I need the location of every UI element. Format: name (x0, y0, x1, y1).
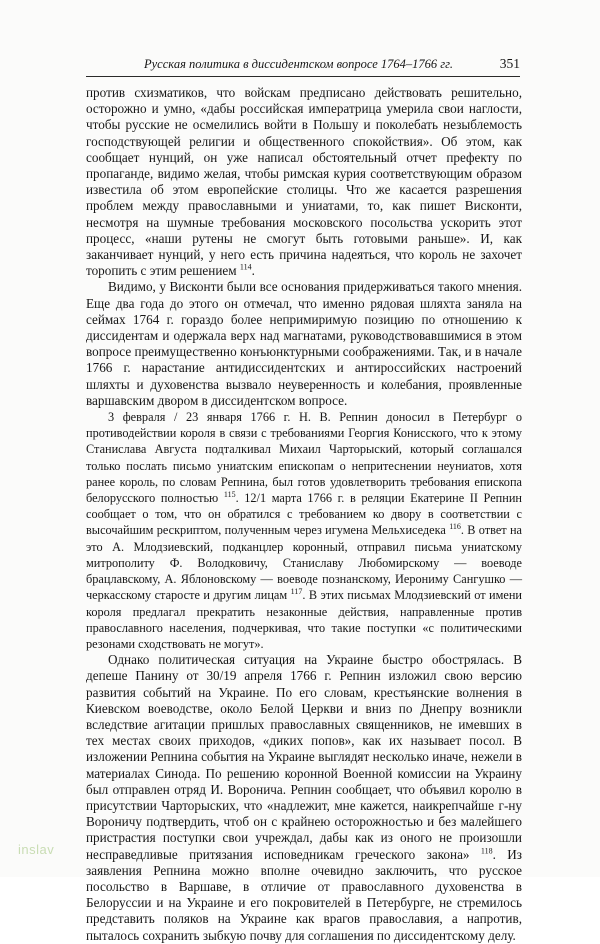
paragraph-text: 3 февраля / 23 января 1766 г. Н. В. Репнин доносил в Петербург о противодействии короля в связи с требованиями Георгия Конисского, что к этому Станислава Августа подталкивал Михаил Чарторыский, который соглашался только послать письмо униатским епископам о непритеснении неуниатов, хотя ранее король, по словам Репнина, был готов удовлетворить требования епископа белорусского полностью (86, 410, 522, 506)
running-title: Русская политика в диссидентском вопросе 1764–1766 гг. (144, 57, 454, 71)
body-text (86, 85, 522, 944)
page-number: 351 (499, 56, 520, 71)
paragraph-3 (86, 409, 522, 652)
footnote-ref[interactable]: 114 (239, 262, 252, 272)
paragraph-text: против схизматиков, что войскам предписано действовать решительно, осторожно и умно, «дабы российская императрица умерила свои наглости, чтобы русские не осмелились войти в Польшу и поколебать незыблемость господствующей религии и общественного спокойствия». Об этом, как сообщает нунций, он уже написал обстоятельный отчет префекту по пропаганде, видимо желая, чтобы римская курия соответствующим образом известила об этом европейские столицы. Что же касается разрешения проблем между православными и униатами, то, как пишет Висконти, несмотря на шумные требования московского посольства ускорить этот процесс, «наши рутены не смогут быть готовыми раньше». И, как заканчивает нунций, у него есть причина надеяться, что король не захочет торопить с этим решением (86, 85, 522, 279)
footnote-ref[interactable]: 117 (290, 587, 303, 597)
watermark: inslav (18, 842, 55, 857)
paragraph-2 (86, 279, 522, 409)
paragraph-text: Видимо, у Висконти были все основания придерживаться такого мнения. Еще два года до этого он отмечал, что именно рядовая шляхта заняла на сеймах 1764 г. гораздо более непримиримую позицию по отношению к диссидентам и одержала верх над магнатами, руководствовавшимися в этом вопросе преимущественно конъюнктурными соображениями. Так, и в начале 1766 г. нарастание антидиссидентских и антироссийских настроений шляхты и духовенства вызвало неуверенность и колебания, проявленные варшавским двором в диссидентском вопросе. (86, 279, 522, 408)
paragraph-4 (86, 652, 522, 944)
paragraph-text: . Из заявления Репнина можно вполне очевидно заключить, что русское посольство в Варшаве, в отличие от православного духовенства в Белоруссии и на Украине и его покровителей в Петербурге, не стремилось представить поляков на Украине как врагов православия, а напротив, пыталось сохранить зыбкую почву для соглашения по диссидентскому делу. (86, 846, 523, 943)
footnote-ref[interactable]: 115 (223, 489, 236, 499)
paragraph-1: против схизматиков, что войскам предписано действовать решительно, осторожно и умно, «дабы российская императрица умерила свои наглости, чтобы русские не осмелились войти в Польшу и поколебать незыблемость господствующей религии и общественного спокойствия». Об этом, как сообщает нунций, он уже написал обстоятельный отчет префекту по пропаганде, видимо желая, чтобы римская курия соответствующим образом известила об этом европейские столицы. Что же касается разрешения проблем между православными и униатами, то, как пишет Висконти, несмотря на шумные требования московского посольства ускорить этот процесс, «наши рутены не смогут быть готовыми раньше». И, как заканчивает нунций, у него есть причина надеяться, что король не захочет торопить с этим решением $^{114}$. (86, 85, 522, 279)
footnote-ref[interactable]: 116 (449, 522, 461, 532)
paragraph-text: Однако политическая ситуация на Украине быстро обострялась. В депеше Панину от 30/19 апреля 1766 г. Репнин изложил свою версию развития событий на Украине. По его словам, крестьянские волнения в Киевском воеводстве, около Белой Церкви и вниз по Днепру возникли вследствие агитации пришлых православных священников, не имевших в тех местах своих приходов, «диких попов», как их называет посол. В изложении Репнина события на Украине выглядят несколько иначе, нежели в материалах Синода. По решению коронной Военной комиссии на Украину был отправлен отряд И. Воронича. Репнин сообщает, что объявил королю в присутствии Чарторыских, что «надлежит, мне кажется, наикрепчайше г-ну Вороничу подтвердить, чтоб он с крайнею осторожностью и без малейшего пристрастия поступки свои учреждал, дабы как из оного не произошли несправедливые притязания исповедникам греческого закона» (86, 652, 522, 862)
paragraph-text: . В этих письмах Млодзиевский от имени короля предлагал прекратить незаконные действия, направленные против православного населения, подчеркивая, что такие поступки «с политическими резонами сходствовать не могут». (86, 588, 522, 651)
running-header (86, 56, 520, 77)
footnote-ref[interactable]: 118 (480, 846, 493, 856)
paragraph-text: . В ответ на это А. Млодзиевский, подканцлер коронный, отправил письма униатскому митрополиту Ф. Володковичу, Станиславу Любомирскому — воеводе брацлавскому, А. Яблоновскому — воеводе познанскому, Иерониму Сангушко — черкасскому старосте и другим лицам (86, 523, 522, 603)
paragraph-text: . 12/1 марта 1766 г. в реляции Екатерине II Репнин сообщает о том, что он обратился с требованием ко двору в соответствии с высочайшим рескриптом, полученным через игумена Мельхиседека (86, 491, 523, 538)
